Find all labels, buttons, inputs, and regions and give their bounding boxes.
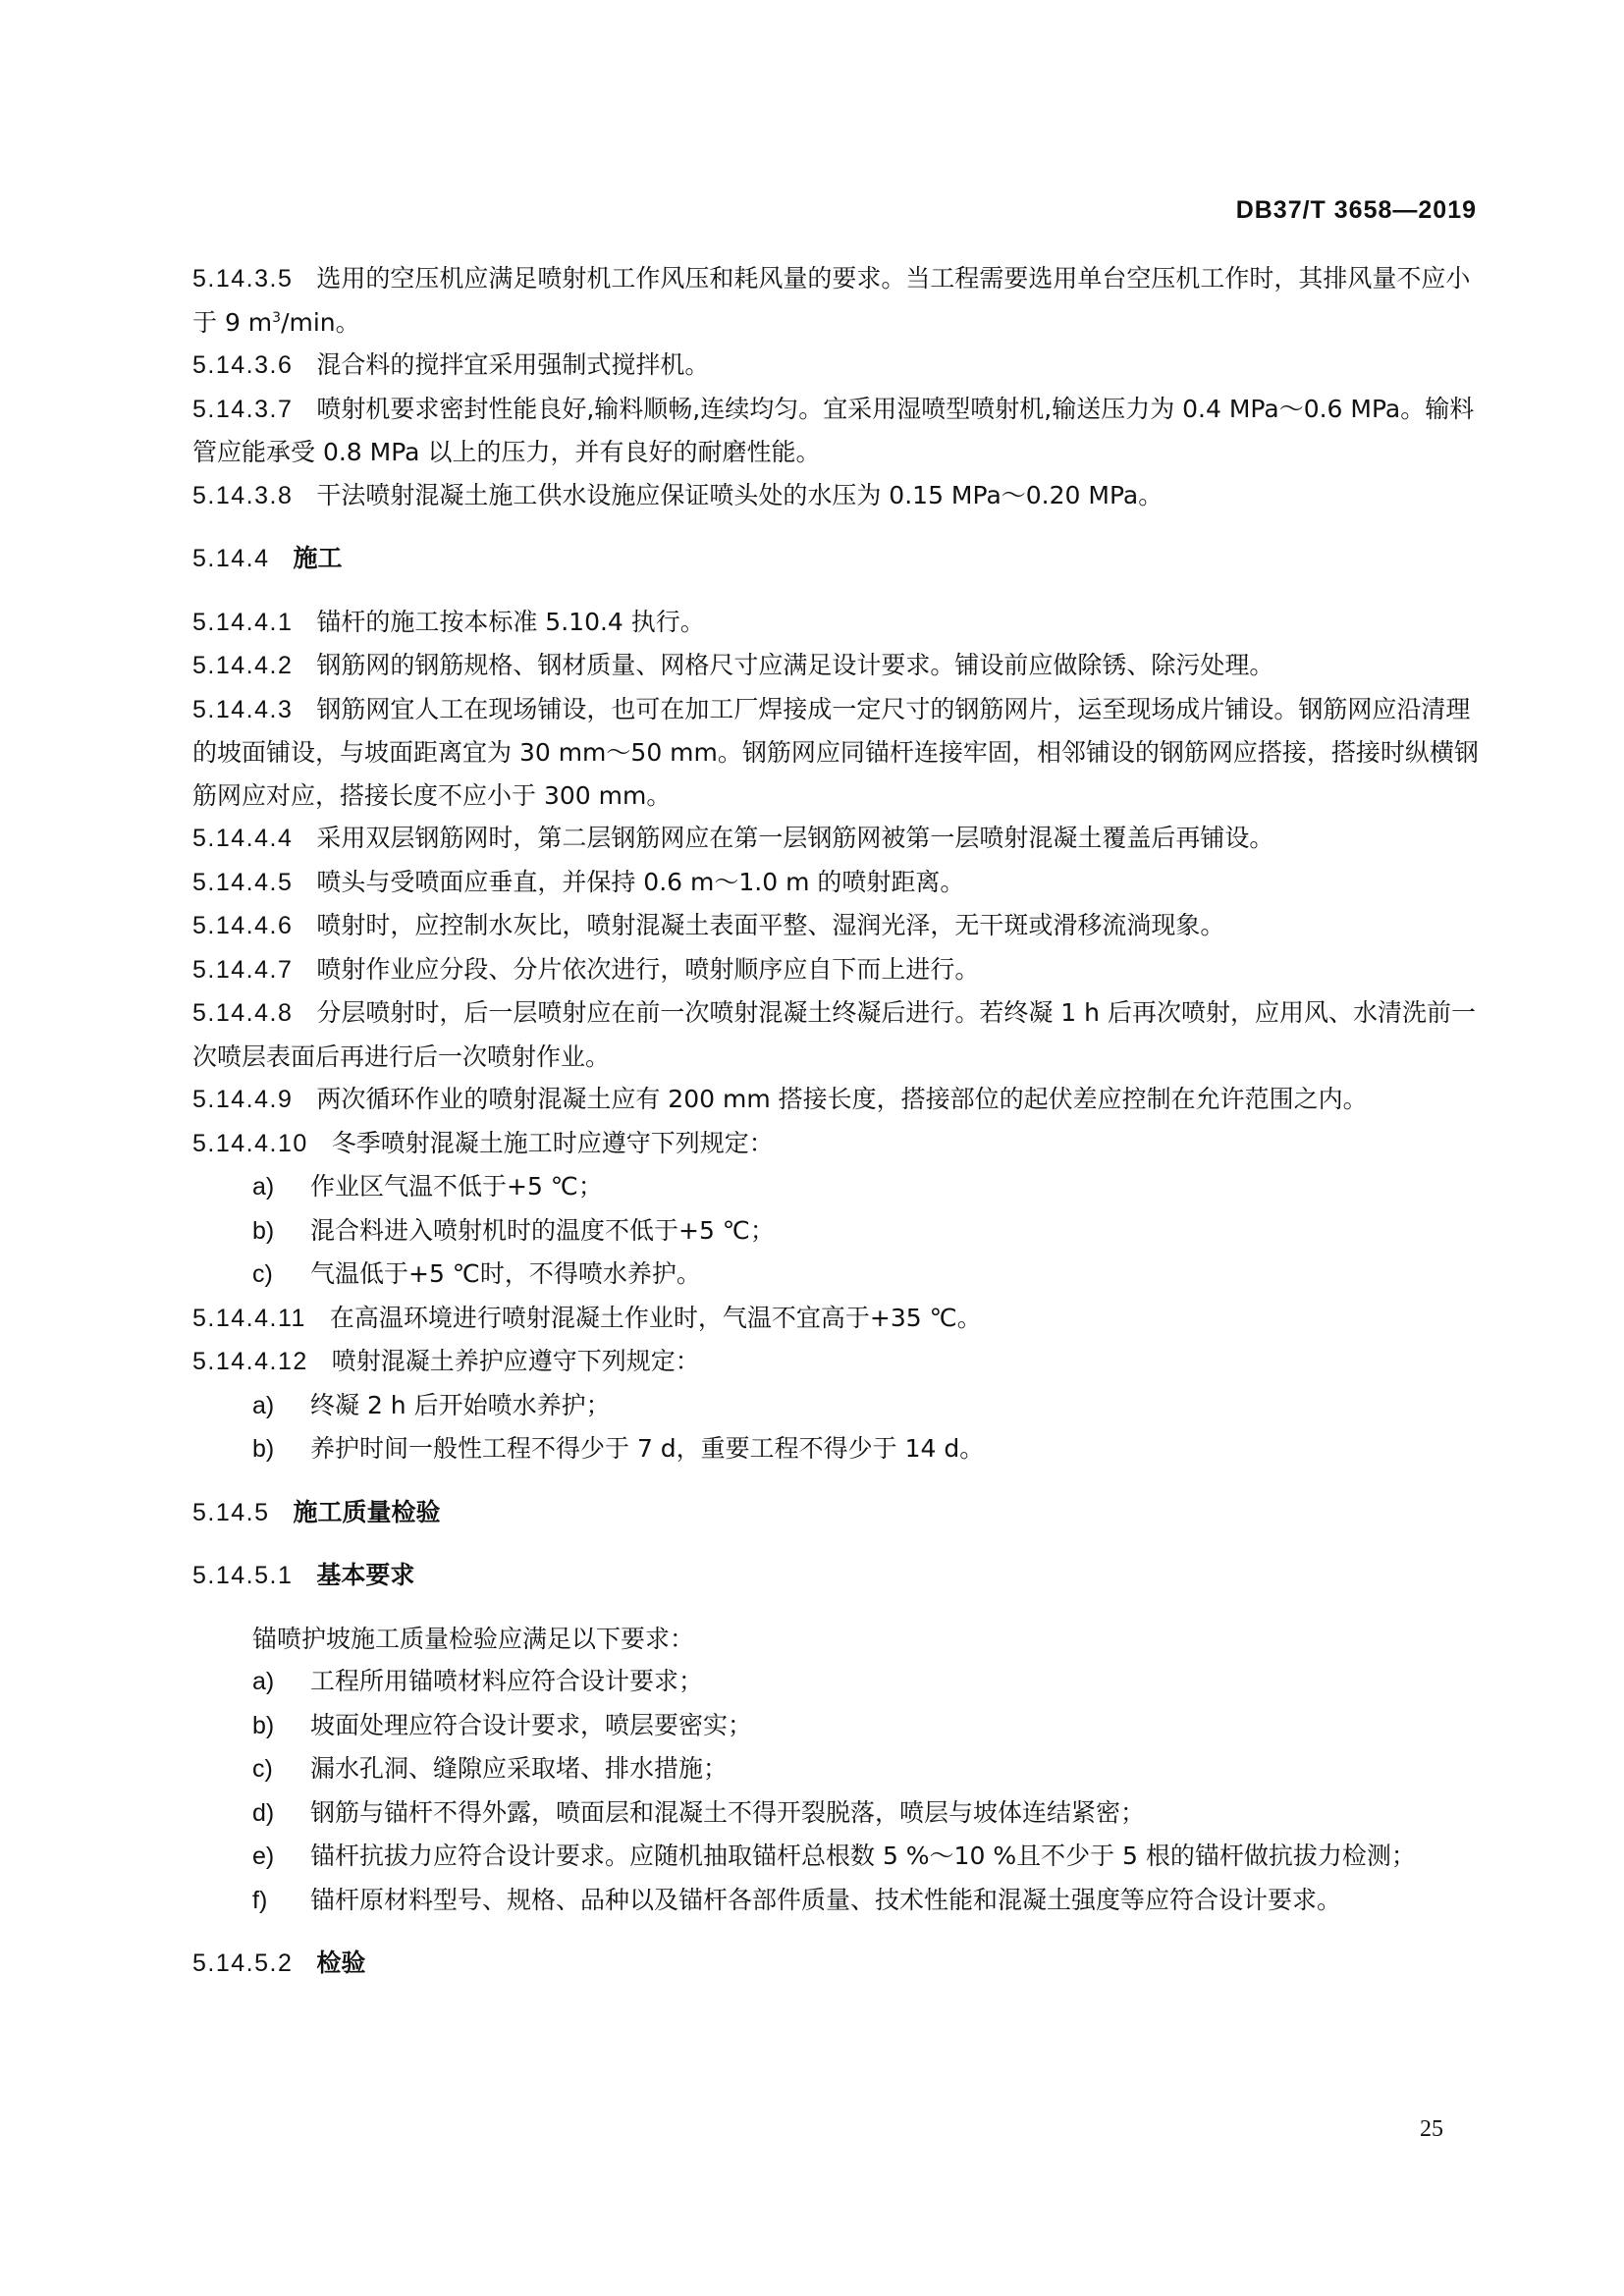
requirements-intro: 锚喷护坡施工质量检验应满足以下要求：: [252, 1624, 695, 1653]
section-heading-5-14-5-2: 5.14.5.2 检验: [192, 1949, 366, 1977]
clause-5-14-4-2: 5.14.4.2 钢筋网的钢筋规格、钢材质量、网格尺寸应满足设计要求。铺设前应做除锈、除污处理。: [192, 651, 1274, 679]
clause-5-14-4-1: 5.14.4.1 锚杆的施工按本标准 5.10.4 执行。: [192, 607, 705, 636]
section-heading-5-14-5-1: 5.14.5.1 基本要求: [192, 1561, 415, 1589]
list-item: b) 养护时间一般性工程不得少于 7 d，重要工程不得少于 14 d。: [252, 1434, 985, 1463]
section-heading-5-14-4: 5.14.4 施工: [192, 544, 343, 572]
document-body: [192, 257, 1481, 2005]
clause-5-14-4-10: 5.14.4.10 冬季喷射混凝土施工时应遵守下列规定：: [192, 1128, 774, 1157]
list-item: a) 作业区气温不低于+5 ℃；: [252, 1172, 603, 1201]
clause-5-14-3-5: 5.14.3.5 选用的空压机应满足喷射机工作风压和耗风量的要求。当工程需要选用单台空压机工作时，其排风量不应小于 9 $m^3/\min$。: [192, 264, 1471, 337]
clause-5-14-4-12: 5.14.4.12 喷射混凝土养护应遵守下列规定：: [192, 1347, 700, 1375]
clause-5-14-4-9: 5.14.4.9 两次循环作业的喷射混凝土应有 200 mm 搭接长度，搭接部位的起伏差应控制在允许范围之内。: [192, 1085, 1368, 1113]
list-item: e) 锚杆抗拔力应符合设计要求。应随机抽取锚杆总根数 5 %～10 %且不少于 5 根的锚杆做抗拔力检测；: [252, 1842, 1416, 1870]
section-heading-5-14-5: 5.14.5 施工质量检验: [192, 1497, 441, 1526]
list-item: f) 锚杆原材料型号、规格、品种以及锚杆各部件质量、技术性能和混凝土强度等应符合设计要求。: [252, 1885, 1342, 1914]
list-item: c) 漏水孔洞、缝隙应采取堵、排水措施；: [252, 1754, 729, 1783]
clause-5-14-4-7: 5.14.4.7 喷射作业应分段、分片依次进行，喷射顺序应自下而上进行。: [192, 954, 980, 984]
clause-5-14-4-8: 5.14.4.8 分层喷射时，后一层喷射应在前一次喷射混凝土终凝后进行。若终凝 1 h 后再次喷射，应用风、水清洗前一次喷层表面后再进行后一次喷射作业。: [192, 998, 1476, 1071]
standard-code: DB37/T 3658—2019: [1235, 196, 1477, 224]
list-item: c) 气温低于+5 ℃时，不得喷水养护。: [252, 1259, 701, 1288]
clause-5-14-3-6: 5.14.3.6 混合料的搅拌宜采用强制式搅拌机。: [192, 350, 710, 379]
list-item: b) 坡面处理应符合设计要求，喷层要密实；: [252, 1710, 753, 1739]
list-item: b) 混合料进入喷射机时的温度不低于+5 ℃；: [252, 1215, 775, 1245]
list-item: a) 工程所用锚喷材料应符合设计要求；: [252, 1667, 704, 1695]
clause-5-14-4-5: 5.14.4.5 喷头与受喷面应垂直，并保持 0.6 m～1.0 m 的喷射距离。: [192, 867, 965, 896]
list-item: a) 终凝 2 h 后开始喷水养护；: [252, 1390, 611, 1419]
list-item: d) 钢筋与锚杆不得外露，喷面层和混凝土不得开裂脱落，喷层与坡体连结紧密；: [252, 1797, 1146, 1827]
clause-5-14-3-7: 5.14.3.7 喷射机要求密封性能良好,输料顺畅,连续均匀。宜采用湿喷型喷射机,输送压力为 0.4 MPa～0.6 MPa。输料管应能承受 0.8 MPa 以上的压力，并有良好的耐磨性能。: [192, 394, 1475, 466]
clause-5-14-4-3: 5.14.4.3 钢筋网宜人工在现场铺设，也可在加工厂焊接成一定尺寸的钢筋网片，运至现场成片铺设。钢筋网应沿清理的坡面铺设，与坡面距离宜为 30 mm～50 mm。钢筋网应同锚杆连接牢固，相邻铺设的钢筋网应搭接，搭接时纵横钢筋网应对应，搭接长度不应小于 300 mm。: [192, 694, 1479, 810]
clause-5-14-4-6: 5.14.4.6 喷射时，应控制水灰比，喷射混凝土表面平整、湿润光泽，无干斑或滑移流淌现象。: [192, 911, 1225, 939]
page-number: 25: [1420, 2116, 1443, 2142]
clause-5-14-3-8: 5.14.3.8 干法喷射混凝土施工供水设施应保证喷头处的水压为 0.15 MPa～0.20 MPa。: [192, 480, 1164, 509]
clause-5-14-4-4: 5.14.4.4 采用双层钢筋网时，第二层钢筋网应在第一层钢筋网被第一层喷射混凝土覆盖后再铺设。: [192, 824, 1274, 852]
clause-5-14-4-11: 5.14.4.11 在高温环境进行喷射混凝土作业时，气温不宜高于+35 ℃。: [192, 1303, 982, 1332]
